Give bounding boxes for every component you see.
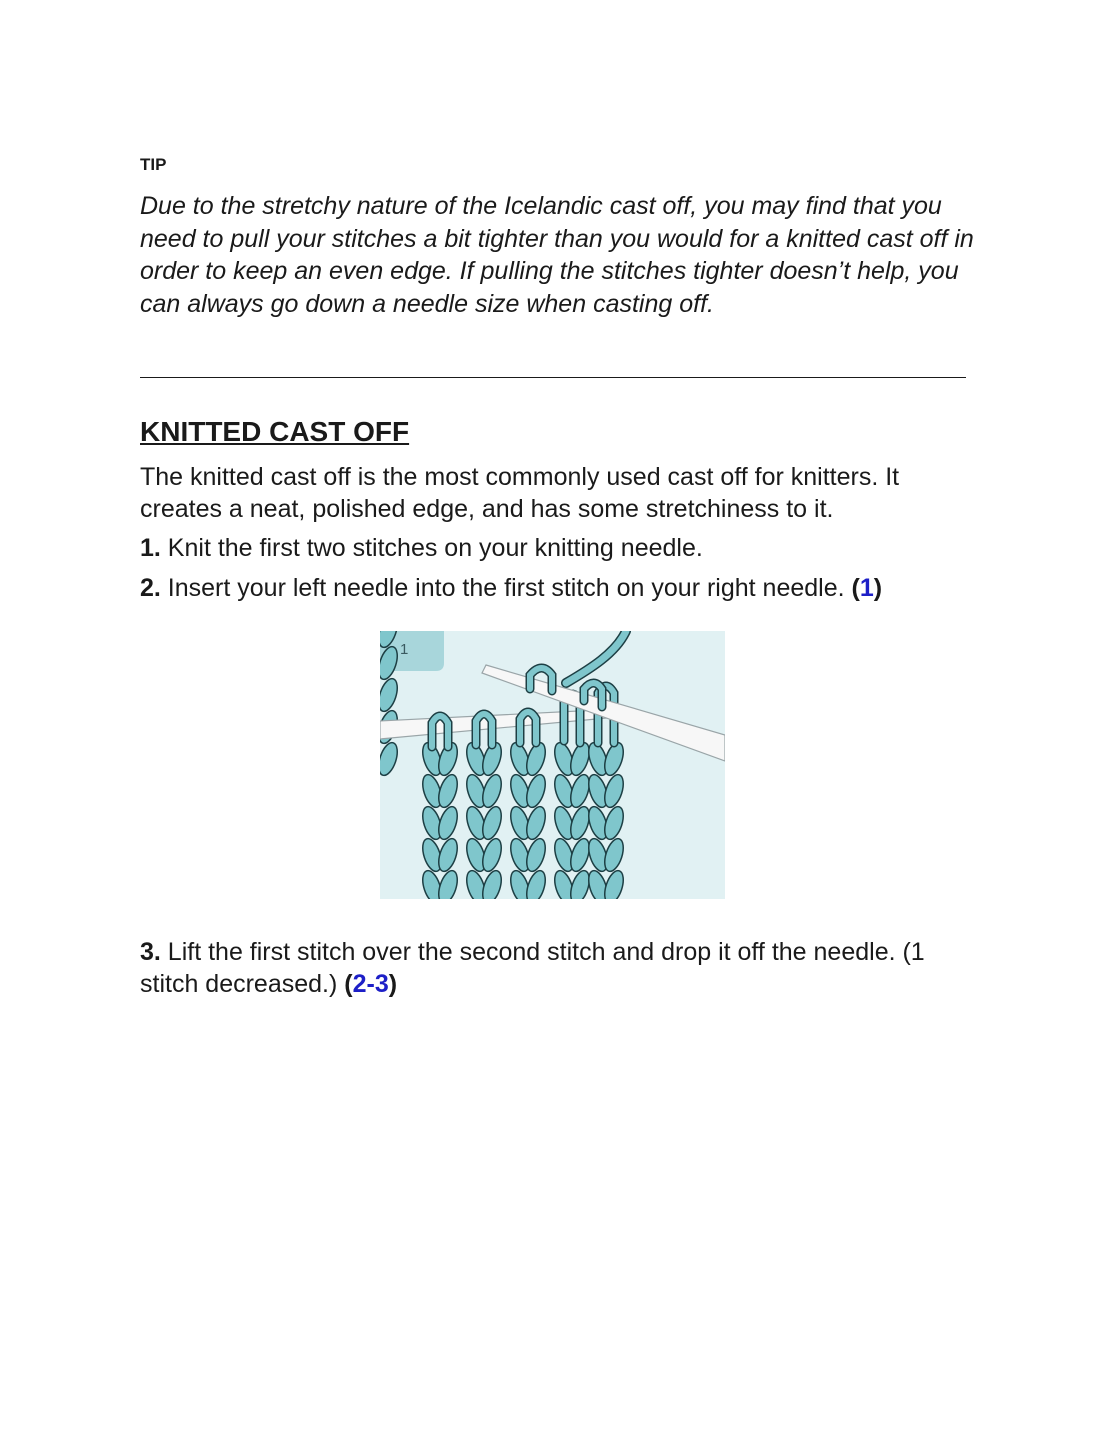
step-number: 2. [140, 574, 161, 602]
step-text: Knit the first two stitches on your knitting needle. [160, 534, 703, 562]
tip-label: TIP [140, 155, 167, 174]
step-number: 3. [140, 938, 161, 966]
figure-number: 1 [400, 641, 409, 658]
figure-reference: (2-3) [344, 970, 398, 998]
step-1 [140, 532, 980, 564]
step-2 [140, 572, 980, 604]
section-intro: The knitted cast off is the most commonly used cast off for knitters. It creates a neat, polished edge, and has some stretchiness to it. [140, 463, 900, 523]
figure-reference: (1) [851, 574, 883, 602]
section-title: KNITTED CAST OFF [140, 416, 410, 447]
knitting-illustration [380, 631, 725, 899]
step-text: Lift the first stitch over the second stitch and drop it off the needle. (1 stitch decreased.) [140, 938, 925, 998]
knitting-diagram-image [380, 631, 725, 899]
step-text: Insert your left needle into the first stitch on your right needle. [160, 574, 852, 602]
tip-text: Due to the stretchy nature of the Icelandic cast off, you may find that you need to pull your stitches a bit tighter than you would for a knitted cast off in order to keep an even edge. If pulling the stitches tighter doesn’t help, you can always go down a needle size when casting off. [140, 192, 974, 318]
step-3 [140, 936, 980, 1000]
step-number: 1. [140, 534, 161, 562]
divider [140, 377, 966, 378]
